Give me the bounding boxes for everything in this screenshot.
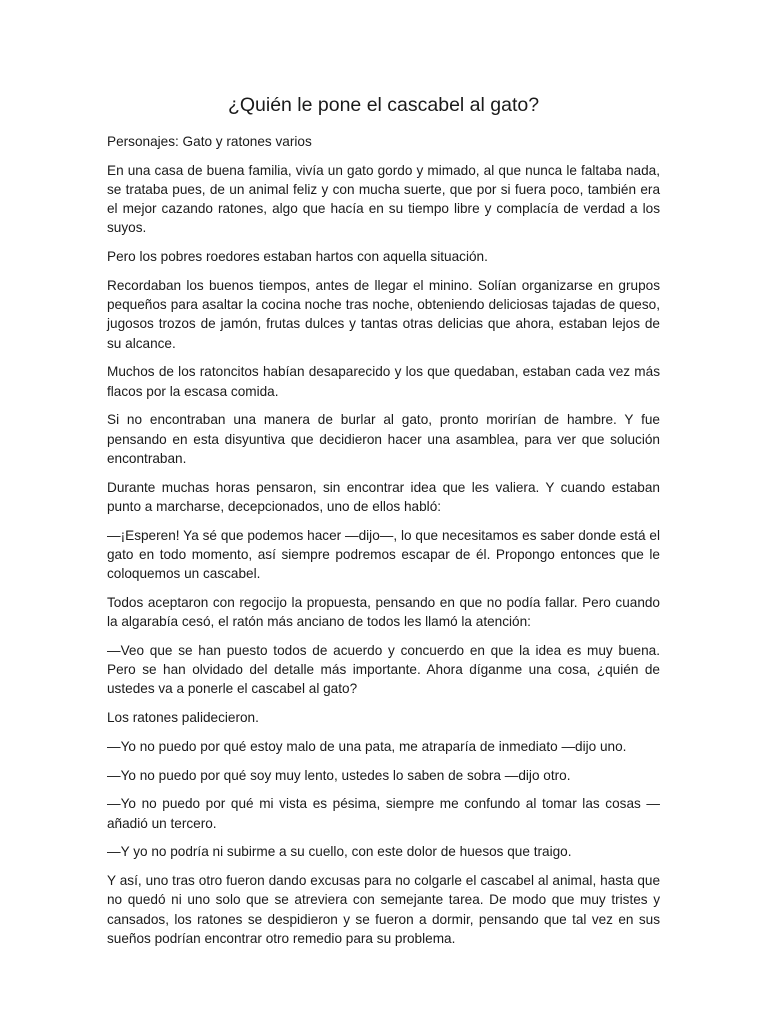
paragraph: Si no encontraban una manera de burlar al gato, pronto morirían de hambre. Y fue pensando en esta disyuntiva que decidieron hacer una asamblea, para ver que solución encontraban.	[107, 412, 660, 466]
paragraph: Recordaban los buenos tiempos, antes de llegar el minino. Solían organizarse en grupos pequeños para asaltar la cocina noche tras noche, obteniendo deliciosas tajadas de queso, jugosos trozos de jamón, frutas dulces y tantas otras delicias que ahora, estaban lejos de su alcance.	[107, 278, 660, 351]
paragraph: Durante muchas horas pensaron, sin encontrar idea que les valiera. Y cuando estaban punto a marcharse, decepcionados, uno de ellos habló:	[107, 479, 660, 514]
paragraph: Todos aceptaron con regocijo la propuesta, pensando en que no podía fallar. Pero cuando la algarabía cesó, el ratón más anciano de todos les llamó la atención:	[107, 594, 660, 630]
dialogue-paragraph: —Yo no puedo por qué soy muy lento, ustedes lo saben de sobra —dijo otro.	[107, 767, 571, 783]
dialogue-paragraph: —Veo que se han puesto todos de acuerdo y concuerdo en que la idea es muy buena. Pero se han olvidado del detalle más importante. Ahora díganme una cosa, ¿quién de ustedes va a ponerle el cascabel al gato?	[107, 642, 660, 697]
dialogue-paragraph: —¡Esperen! Ya sé que podemos hacer —dijo—, lo que necesitamos es saber donde está el gato en todo momento, así siempre podremos escapar de él. Propongo entonces que le coloquemos un cascabel.	[107, 527, 660, 582]
dialogue-paragraph: —Y yo no podría ni subirme a su cuello, con este dolor de huesos que traigo.	[107, 844, 572, 860]
paragraph-characters: Personajes: Gato y ratones varios	[107, 134, 312, 149]
paragraph: En una casa de buena familia, vivía un gato gordo y mimado, al que nunca le faltaba nada, se trataba pues, de un animal feliz y con mucha suerte, que por si fuera poco, también era el mejor cazando ratones, algo que hacía en su tiempo libre y complacía de verdad a los suyos.	[107, 162, 660, 236]
document-title: ¿Quién le pone el cascabel al gato?	[227, 94, 540, 116]
dialogue-paragraph: —Yo no puedo por qué mi vista es pésima, siempre me confundo al tomar las cosas —añadió un tercero.	[107, 796, 660, 831]
paragraph: Pero los pobres roedores estaban hartos con aquella situación.	[107, 249, 488, 265]
paragraph: Muchos de los ratoncitos habían desaparecido y los que quedaban, estaban cada vez más flacos por la escasa comida.	[107, 364, 660, 399]
dialogue-paragraph: —Yo no puedo por qué estoy malo de una pata, me atraparía de inmediato —dijo uno.	[107, 738, 627, 754]
paragraph: Y así, uno tras otro fueron dando excusas para no colgarle el cascabel al animal, hasta que no quedó ni uno solo que se atreviera con semejante tarea. De modo que muy tristes y cansados, los ratones se despidieron y se fueron a dormir, pensando que tal vez en sus sueños podrían encontrar otro remedio para su problema.	[107, 873, 660, 946]
document-body	[107, 92, 660, 958]
paragraph: Los ratones palidecieron.	[107, 710, 259, 726]
